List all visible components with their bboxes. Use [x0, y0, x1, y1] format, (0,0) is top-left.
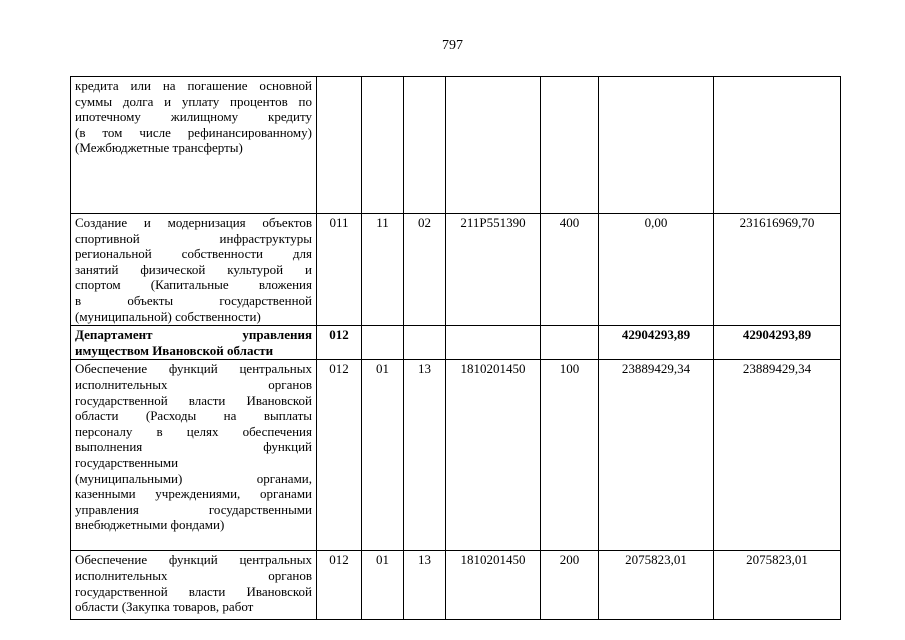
table-row: [71, 551, 841, 620]
amount-year2-cell: 231616969,70: [714, 214, 841, 326]
description-line: (муниципальными) органами,: [75, 470, 312, 486]
description-line: области (Закупка товаров, работ: [75, 599, 254, 615]
table-row: [71, 214, 841, 326]
description-cell: [71, 551, 317, 620]
target-article-cell: [446, 77, 541, 214]
target-article-cell: 1810201450: [446, 551, 541, 620]
description-cell: [71, 214, 317, 326]
budget-table: [70, 76, 841, 620]
description-line: региональной собственности для: [75, 246, 312, 262]
description-line: выполнения функций: [75, 439, 312, 455]
description-line: исполнительных органов: [75, 376, 312, 392]
amount-year2-cell: 2075823,01: [714, 551, 841, 620]
table-row: [71, 360, 841, 551]
description-line: спортом (Капитальные вложения: [75, 277, 312, 293]
section-code-cell: 01: [362, 360, 404, 551]
table-row: [71, 326, 841, 360]
expense-type-cell: [541, 77, 599, 214]
amount-year2-cell: [714, 77, 841, 214]
description-line: спортивной инфраструктуры: [75, 230, 312, 246]
description-cell: [71, 77, 317, 214]
subsection-code-cell: 13: [404, 360, 446, 551]
description-line: казенными учреждениями, органами: [75, 486, 312, 502]
description-line: в объекты государственной: [75, 292, 312, 308]
description-cell: [71, 326, 317, 360]
subsection-code-cell: [404, 326, 446, 360]
ministry-code-cell: 012: [317, 551, 362, 620]
table-row: [71, 77, 841, 214]
amount-year1-cell: 42904293,89: [599, 326, 714, 360]
description-line: Создание и модернизация объектов: [75, 215, 312, 230]
description-line: области (Расходы на выплаты: [75, 408, 312, 424]
subsection-code-cell: [404, 77, 446, 214]
amount-year1-cell: 0,00: [599, 214, 714, 326]
description-line: (муниципальной) собственности): [75, 308, 261, 324]
description-cell: [71, 360, 317, 551]
expense-type-cell: 400: [541, 214, 599, 326]
section-code-cell: 11: [362, 214, 404, 326]
ministry-code-cell: 012: [317, 360, 362, 551]
section-code-cell: [362, 326, 404, 360]
description-line: (Межбюджетные трансферты): [75, 140, 243, 156]
section-code-cell: [362, 77, 404, 214]
expense-type-cell: 100: [541, 360, 599, 551]
amount-year2-cell: 23889429,34: [714, 360, 841, 551]
ministry-code-cell: [317, 77, 362, 214]
section-code-cell: 01: [362, 551, 404, 620]
expense-type-cell: 200: [541, 551, 599, 620]
description-line: Обеспечение функций центральных: [75, 361, 312, 377]
ministry-code-cell: 011: [317, 214, 362, 326]
description-line: суммы долга и уплату процентов по: [75, 93, 312, 109]
amount-year1-cell: [599, 77, 714, 214]
expense-type-cell: [541, 326, 599, 360]
amount-year1-cell: 2075823,01: [599, 551, 714, 620]
target-article-cell: 211P551390: [446, 214, 541, 326]
description-line: ипотечному жилищному кредиту: [75, 109, 312, 125]
amount-year1-cell: 23889429,34: [599, 360, 714, 551]
description-line: Департамент управления: [75, 327, 312, 343]
amount-year2-cell: 42904293,89: [714, 326, 841, 360]
description-line: исполнительных органов: [75, 567, 312, 583]
description-line: занятий физической культурой и: [75, 261, 312, 277]
page-number: 797: [442, 38, 463, 53]
description-line: государственной власти Ивановской: [75, 392, 312, 408]
description-line: внебюджетными фондами): [75, 517, 225, 533]
target-article-cell: 1810201450: [446, 360, 541, 551]
description-line: имуществом Ивановской области: [75, 342, 274, 358]
description-line: государственной власти Ивановской: [75, 583, 312, 599]
subsection-code-cell: 13: [404, 551, 446, 620]
subsection-code-cell: 02: [404, 214, 446, 326]
description-line: (в том числе рефинансированному): [75, 124, 312, 140]
target-article-cell: [446, 326, 541, 360]
description-line: персоналу в целях обеспечения: [75, 423, 312, 439]
description-line: кредита или на погашение основной: [75, 78, 312, 93]
ministry-code-cell: 012: [317, 326, 362, 360]
description-line: Обеспечение функций центральных: [75, 552, 312, 568]
description-line: управления государственными: [75, 501, 312, 517]
description-line: государственными: [75, 454, 179, 470]
